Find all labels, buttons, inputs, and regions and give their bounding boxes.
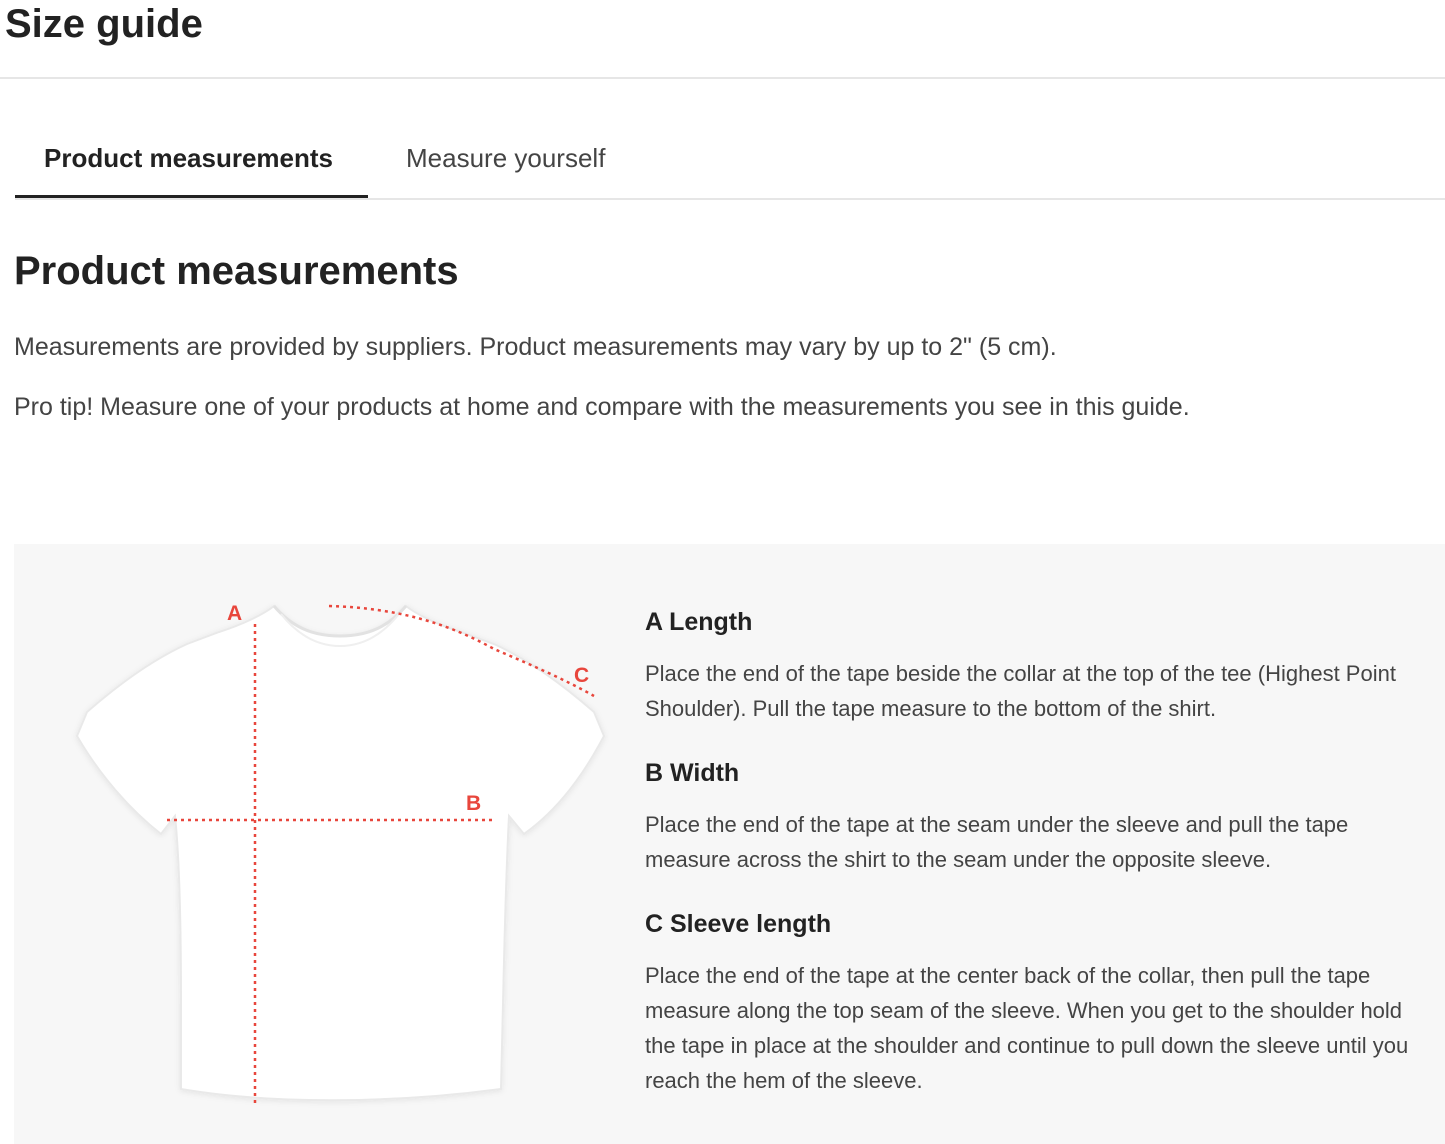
tab-bar — [15, 118, 1445, 200]
measurement-length — [645, 605, 1435, 726]
tshirt-diagram — [69, 584, 609, 1124]
label-a: A — [227, 602, 243, 625]
measurement-text: Place the end of the tape at the seam under the sleeve and pull the tape measure across the shirt to the seam under the opposite sleeve. — [645, 812, 1349, 872]
measurement-text: Place the end of the tape at the center back of the collar, then pull the tape measure along the top seam of the sleeve. When you get to the shoulder hold the tape in place at the shoulder and continue to pull down the sleeve until you reach the hem of the sleeve. — [645, 963, 1409, 1093]
intro-paragraph: Measurements are provided by suppliers. Product measurements may vary by up to 2" (5 cm). — [14, 333, 1057, 361]
tab-product-measurements[interactable]: Product measurements — [15, 118, 368, 198]
section-title: Product measurements — [14, 249, 459, 293]
tab-measure-yourself[interactable]: Measure yourself — [406, 143, 606, 173]
measurement-title: B Width — [645, 759, 740, 787]
measurement-panel — [14, 544, 1445, 1144]
page-title: Size guide — [5, 2, 203, 46]
measurement-title: A Length — [645, 608, 753, 636]
tshirt-image — [69, 584, 609, 1124]
measurement-title: C Sleeve length — [645, 910, 832, 938]
measurement-sleeve-length — [645, 907, 1435, 1098]
size-guide-header — [0, 0, 1445, 79]
pro-tip-paragraph: Pro tip! Measure one of your products at home and compare with the measurements you see in this guide. — [14, 393, 1190, 421]
label-b: B — [466, 792, 482, 815]
measurement-width — [645, 756, 1435, 877]
measurement-text: Place the end of the tape beside the collar at the top of the tee (Highest Point Shoulder). Pull the tape measure to the bottom of the shirt. — [645, 661, 1396, 721]
tshirt-body — [77, 606, 604, 1100]
label-c: C — [574, 664, 590, 687]
